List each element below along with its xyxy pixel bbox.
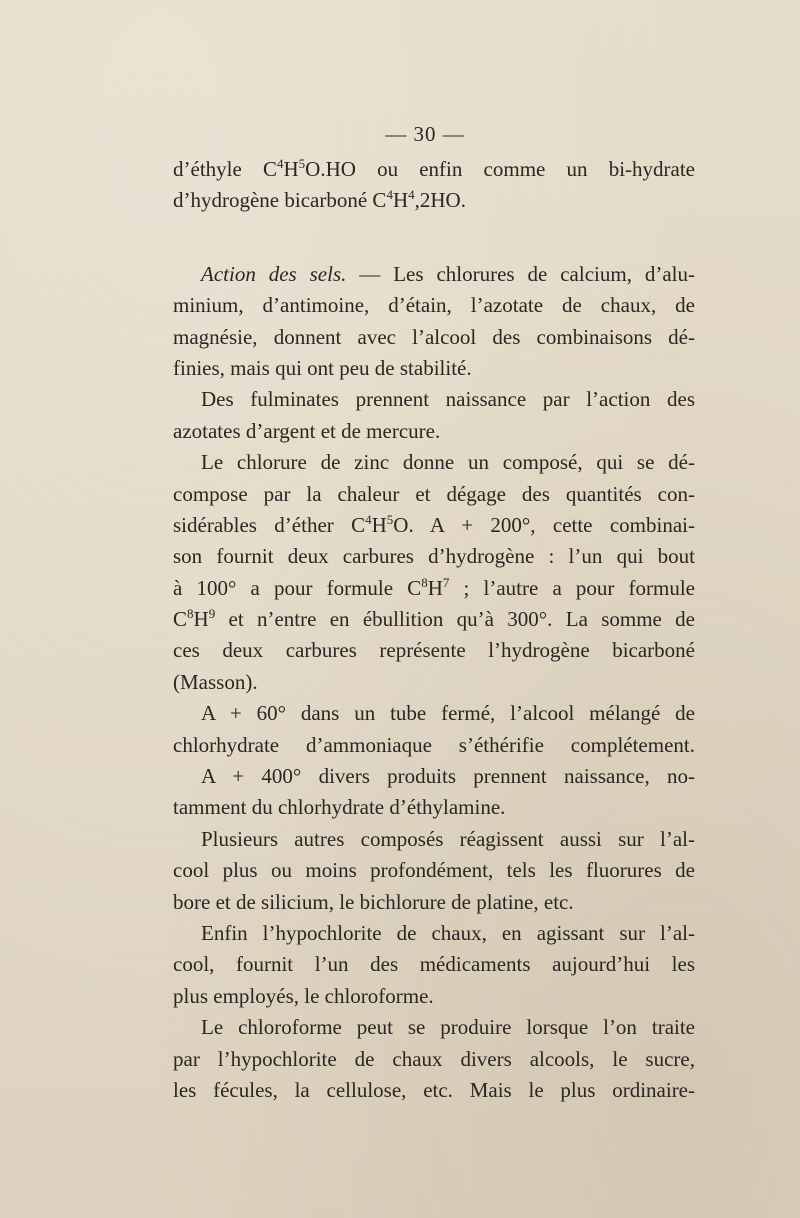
text-run: cool, fournit l’un des médicaments aujourd’hui les bbox=[173, 952, 695, 977]
text-line bbox=[173, 447, 695, 478]
text-line bbox=[173, 185, 695, 216]
text-run: Des fulminates prennent naissance par l’action des bbox=[201, 387, 695, 412]
text-run: Le chlorure de zinc donne un composé, qui se dé- bbox=[201, 450, 695, 475]
text-line bbox=[173, 384, 695, 415]
text-line bbox=[173, 541, 695, 572]
superscript: 5 bbox=[386, 511, 394, 527]
text-run: ; l’autre a pour formule bbox=[449, 575, 696, 600]
text-line bbox=[173, 949, 695, 980]
text-line bbox=[173, 887, 695, 918]
text-run: H bbox=[392, 188, 409, 213]
text-line bbox=[173, 730, 695, 761]
text-line bbox=[173, 290, 695, 321]
text-run: (Masson). bbox=[173, 669, 258, 694]
text-run: Le chloroforme peut se produire lorsque l’on traite bbox=[201, 1015, 695, 1040]
text-line bbox=[173, 918, 695, 949]
text-run: tamment du chlorhydrate d’éthylamine. bbox=[173, 795, 506, 820]
text-line bbox=[173, 698, 695, 729]
text-run: azotates d’argent et de mercure. bbox=[173, 418, 441, 443]
text-run: magnésie, donnent avec l’alcool des combinaisons dé- bbox=[173, 324, 695, 349]
text-run: cool plus ou moins profondément, tels les fluorures de bbox=[173, 858, 695, 883]
text-line bbox=[173, 981, 695, 1012]
text-run: plus employés, le chloroforme. bbox=[173, 983, 434, 1008]
text-run: A + 400° divers produits prennent naissance, no- bbox=[201, 764, 695, 789]
text-line bbox=[173, 667, 695, 698]
superscript: 8 bbox=[187, 606, 194, 622]
text-line bbox=[173, 1012, 695, 1043]
text-line bbox=[173, 322, 695, 353]
text-run: les fécules, la cellulose, etc. Mais le plus ordinaire- bbox=[173, 1077, 695, 1102]
body-text bbox=[173, 154, 695, 1106]
superscript: 4 bbox=[276, 156, 284, 171]
text-run: O. A + 200°, cette combinai- bbox=[393, 512, 695, 537]
section-heading: Action des sels. bbox=[201, 261, 347, 286]
superscript: 4 bbox=[365, 511, 372, 527]
superscript: 7 bbox=[442, 574, 450, 590]
paragraph-spacer bbox=[173, 217, 695, 259]
text-run: sidérables d’éther C bbox=[173, 512, 366, 537]
text-line bbox=[173, 154, 695, 185]
text-run: compose par la chaleur et dégage des quantités con- bbox=[173, 481, 695, 506]
text-line bbox=[173, 416, 695, 447]
text-run: Enfin l’hypochlorite de chaux, en agissant sur l’al- bbox=[201, 920, 695, 945]
text-line bbox=[173, 1075, 695, 1106]
text-line bbox=[173, 761, 695, 792]
text-run: H bbox=[283, 157, 299, 181]
text-run: finies, mais qui ont peu de stabilité. bbox=[173, 355, 472, 380]
text-run: C bbox=[173, 607, 188, 632]
text-run: son fournit deux carbures d’hydrogène : l’un qui bout bbox=[173, 544, 695, 569]
superscript: 4 bbox=[386, 187, 393, 203]
text-line bbox=[173, 479, 695, 510]
text-line bbox=[173, 510, 695, 541]
text-line bbox=[173, 604, 695, 635]
text-run: d’éthyle C bbox=[173, 157, 277, 181]
superscript: 8 bbox=[421, 574, 428, 590]
text-run: A + 60° dans un tube fermé, l’alcool mélangé de bbox=[201, 701, 695, 726]
text-run: H bbox=[193, 607, 209, 632]
text-run: et n’entre en ébullition qu’à 300°. La somme de bbox=[215, 607, 695, 632]
text-run: bore et de silicium, le bichlorure de platine, etc. bbox=[173, 889, 574, 914]
text-run: par l’hypochlorite de chaux divers alcools, le sucre, bbox=[173, 1046, 695, 1071]
text-run: H bbox=[427, 575, 443, 600]
text-run: à 100° a pour formule C bbox=[173, 575, 422, 600]
text-run: — Les chlorures de calcium, d’alu- bbox=[346, 261, 695, 286]
text-run: O.HO ou enfin comme un bi-hydrate bbox=[305, 157, 695, 181]
text-line bbox=[173, 824, 695, 855]
text-run: d’hydrogène bicarboné C bbox=[173, 188, 387, 213]
text-line bbox=[173, 259, 695, 290]
text-run: ,2HO. bbox=[414, 188, 466, 213]
text-run: chlorhydrate d’ammoniaque s’éthérifie complétement. bbox=[173, 732, 695, 757]
text-run: Plusieurs autres composés réagissent aussi sur l’al- bbox=[201, 826, 695, 851]
superscript: 4 bbox=[408, 187, 415, 203]
text-run: minium, d’antimoine, d’étain, l’azotate de chaux, de bbox=[173, 293, 695, 318]
page-number: — 30 — bbox=[385, 122, 465, 146]
text-line bbox=[173, 1044, 695, 1075]
text-line bbox=[173, 573, 695, 604]
text-line bbox=[173, 635, 695, 666]
text-line bbox=[173, 353, 695, 384]
superscript: 9 bbox=[208, 606, 216, 622]
text-line bbox=[173, 855, 695, 886]
text-line bbox=[173, 792, 695, 823]
text-run: H bbox=[371, 512, 387, 537]
superscript: 5 bbox=[298, 156, 306, 171]
text-run: ces deux carbures représente l’hydrogène bicarboné bbox=[173, 638, 695, 663]
